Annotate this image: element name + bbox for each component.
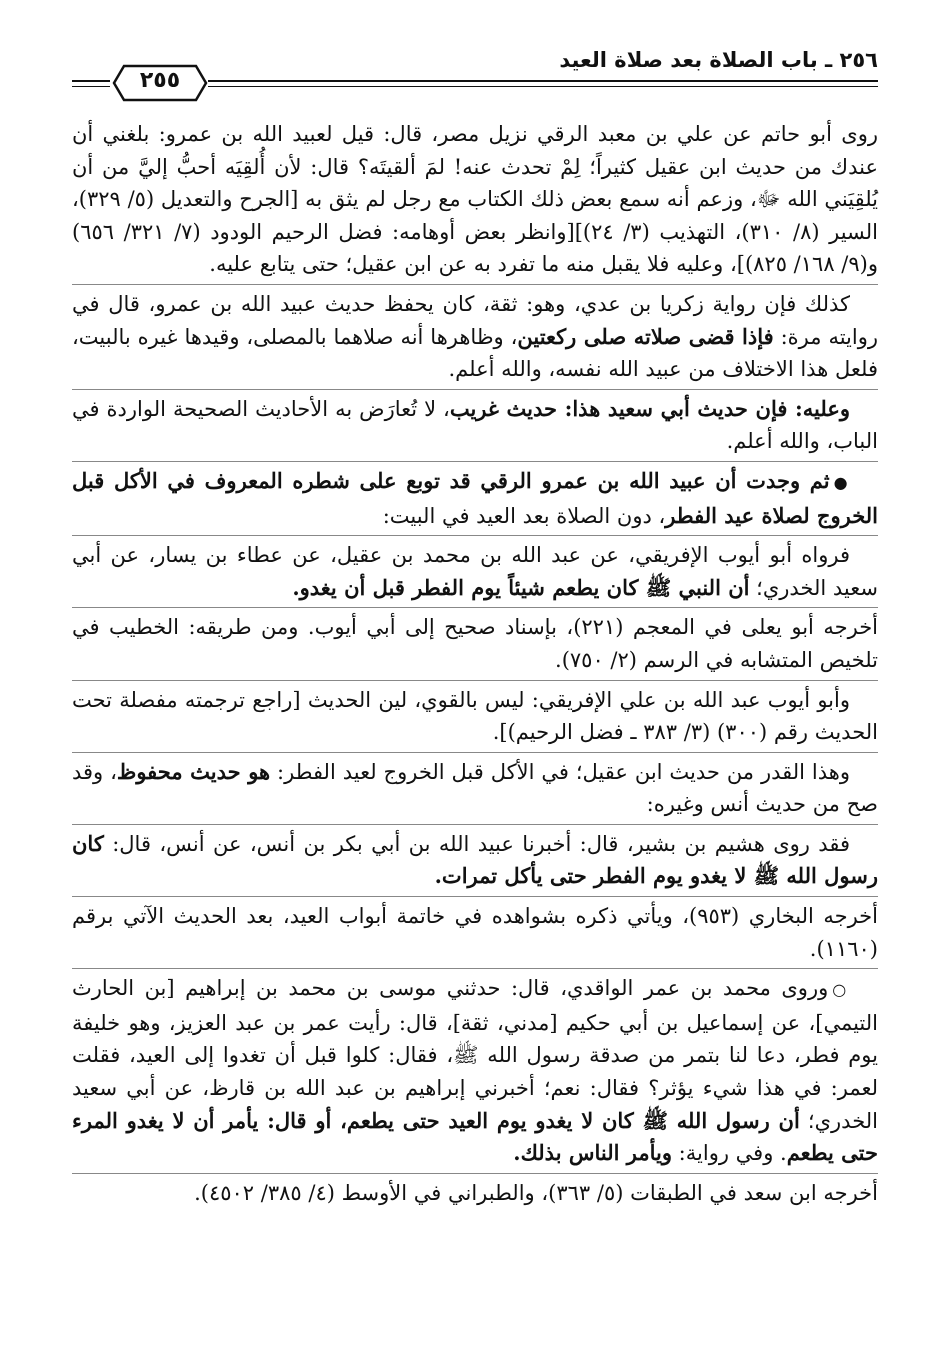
text-segment: روى أبو حاتم عن علي بن معبد الرقي نزيل مصر، قال: قيل لعبيد الله بن عمرو: بلغني أن عندك من حديث ابن عقيل كثيراً؛ لِمْ تحدث عنه! لمَ ألقيتَه؟ قال: لأن أُلقِيَه أحبُّ إليَّ من أن يُلقِيَني الله ﷻ، وزعم أنه سمع بعض ذلك الكتاب مع رجل لم يثق به [الجرح والتعديل (٥/ ٣٢٩)، السير (٨/ ٣١٠)، التهذيب (٣/ ٢٤)][وانظر بعض أوهامه: فضل الرحيم الودود (٧/ ٣٢١/ ٦٥٦) و(٩/ ١٦٨/ ٨٢٥)]، وعليه فلا يقبل منه ما تفرد به عن ابن عقيل؛ حتى يتابع عليه. — [72, 122, 878, 277]
emphasized-text: أن النبي ﷺ كان يطعم شيئاً يوم الفطر قبل أن يغدو. — [292, 574, 750, 600]
text-segment: . وفي رواية: — [672, 1141, 787, 1166]
bullet-hollow-icon: ○ — [832, 980, 850, 1000]
text-segment: وروى محمد بن عمر الواقدي، قال: حدثني موسى بن محمد بن إبراهيم [بن الحارث التيمي]، عن إسماعيل بن أبي حكيم [مدني، ثقة]، قال: رأيت عمر بن عبد العزيز، وهو خليفة يوم فطر، دعا لنا بتمر من صدقة رسول الله ﷺ، فقال: كلوا قبل أن تغدوا إلى العيد، فقلت لعمر: في هذا شيء يؤثر؟ فقال: نعم؛ أخبرني إبراهيم بن عبد الله بن قارظ، عن أبي سعيد الخدري؛ — [72, 976, 878, 1133]
text-segment: ، وظاهرها أنه صلاهما بالمصلى، وقيدها غيره بالبيت، فلعل هذا الاختلاف من عبيد الله نفسه، والله أعلم. — [72, 324, 878, 382]
page-header — [72, 40, 878, 110]
header-rule-thin — [178, 86, 878, 87]
emphasized-text: هو حديث محفوظ — [116, 758, 271, 784]
text-segment: أخرجه البخاري (٩٥٣)، ويأتي ذكره بشواهده في خاتمة أبواب العيد، بعد الحديث الآتي برقم (١١٦٠). — [72, 904, 878, 961]
text-segment: فقد روى هشيم بن بشير، قال: أخبرنا عبيد الله بن أبي بكر بن أنس، عن أنس، قال: — [103, 831, 850, 856]
emphasized-text: كان رسول الله ﷺ لا يغدو يوم الفطر حتى يأكل تمرات. — [72, 830, 878, 889]
paragraph — [72, 684, 878, 753]
page-number: ٢٥٥ — [139, 68, 181, 93]
paragraph — [72, 756, 878, 825]
text-segment: وأبو أيوب عبد الله بن علي الإفريقي: ليس بالقوي، لين الحديث [راجع ترجمته مفصلة تحت الحديث رقم (٣٠٠) (٣/ ٣٨٣ ـ فضل الرحيم)]. — [72, 687, 878, 745]
paragraph — [72, 900, 878, 969]
text-segment: ، وقد صح من حديث أنس وغيره: — [72, 759, 878, 817]
paragraph — [72, 393, 878, 462]
paragraph — [72, 288, 878, 390]
header-rule — [178, 80, 878, 82]
text-segment: ، لا تُعارَض به الأحاديث الصحيحة الواردة في الباب، والله أعلم. — [72, 396, 878, 454]
emphasized-text: ثم وجدت أن عبيد الله بن عمرو الرقي قد توبع على شطره المعروف في الأكل قبل الخروج لصلاة عيد الفطر — [72, 467, 878, 528]
paragraph — [72, 972, 878, 1174]
text-segment: فرواه أبو أيوب الإفريقي، عن عبد الله بن محمد بن عقيل، عن عطاء بن يسار، عن أبي سعيد الخدري؛ — [72, 543, 878, 600]
text-segment: أخرجه أبو يعلى في المعجم (٢٢١)، بإسناد صحيح إلى أبي أيوب. ومن طريقه: الخطيب في تلخيص المتشابه في الرسم (٢/ ٧٥٠). — [72, 615, 879, 672]
text-segment: ، دون الصلاة بعد العيد في البيت: — [382, 503, 666, 528]
text-segment: وهذا القدر من حديث ابن عقيل؛ في الأكل قبل الخروج لعيد الفطر: — [270, 759, 850, 784]
page-number-badge — [112, 64, 208, 102]
emphasized-text: ويأمر الناس بذلك. — [513, 1140, 672, 1166]
bullet-filled-icon: ● — [833, 472, 850, 492]
paragraph — [72, 539, 878, 608]
paragraph — [72, 118, 878, 285]
paragraph — [72, 828, 878, 897]
text-segment: كذلك فإن رواية زكريا بن عدي، وهو: ثقة، كان يحفظ حديث عبيد الله بن عمرو، قال في روايته مرة: — [72, 291, 878, 349]
chapter-title: ٢٥٦ ـ باب الصلاة بعد صلاة العيد — [559, 48, 878, 72]
paragraph — [72, 611, 878, 680]
header-rule-left — [72, 80, 110, 82]
paragraph — [72, 465, 878, 536]
header-rule-left-thin — [72, 86, 110, 87]
emphasized-text: وعليه: فإن حديث أبي سعيد هذا: حديث غريب — [449, 395, 850, 421]
emphasized-text: فإذا قضى صلاته صلى ركعتين — [517, 323, 774, 349]
paragraph — [72, 1177, 878, 1210]
emphasized-text: أن رسول الله ﷺ كان لا يغدو يوم العيد حتى يطعم، أو قال: يأمر أن لا يغدو المرء حتى يطعم — [72, 1107, 878, 1166]
text-segment: أخرجه ابن سعد في الطبقات (٥/ ٣٦٣)، والطبراني في الأوسط (٤/ ٣٨٥/ ٤٥٠٢). — [194, 1180, 878, 1205]
main-text — [72, 118, 878, 1209]
